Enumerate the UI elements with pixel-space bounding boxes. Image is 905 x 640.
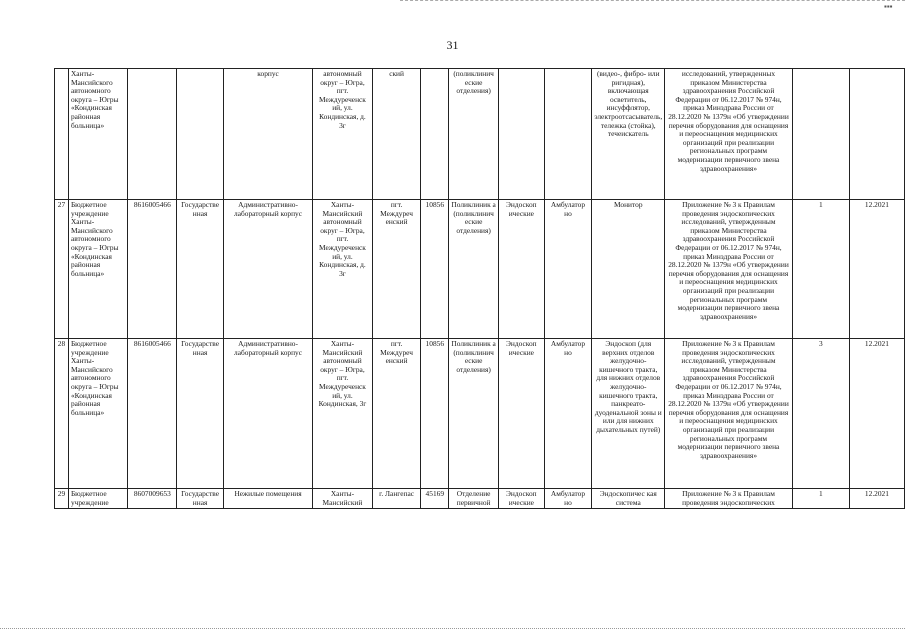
cell-date: 12.2021 [849,200,904,339]
equipment-table [54,68,905,509]
cell-address: автономный округ – Югра, пгт. Междуреченск ий, ул. Кондинская, д. 3г [313,69,373,200]
cell-settlement: ский [372,69,421,200]
cell-no: 27 [55,200,69,339]
cell-care: Амбулатор но [544,200,592,339]
cell-care: Амбулатор но [544,339,592,489]
cell-profile: Эндоскоп ические [499,339,545,489]
scan-edge-top [400,0,905,4]
table-row-27 [55,200,905,339]
cell-code: 10856 [421,339,449,489]
cell-equipment: Эндоскоп (для верхних отделов желудочно-кишечного тракта, для нижних отделов желудочно-кишечного тракта, панкреато-дуоденальной зоны и или для нижних дыхательных путей) [592,339,665,489]
cell-inn: 8616005466 [128,339,177,489]
cell-unit: (поликлинич еские отделения) [449,69,499,200]
cell-unit: Отделение первичной [449,489,499,509]
cell-building: Административно-лабораторный корпус [224,200,313,339]
cell-date [849,69,904,200]
table-row-29 [55,489,905,509]
cell-no: 28 [55,339,69,489]
cell-building: корпус [224,69,313,200]
cell-organization: Бюджетное учреждение Ханты-Мансийского автономного округа – Югры «Кондинская районная больница» [68,339,128,489]
page-number: 31 [446,38,459,52]
cell-date: 12.2021 [849,489,904,509]
cell-basis: Приложение № 3 к Правилам проведения эндоскопических [665,489,793,509]
cell-ownership: Государстве нная [177,339,224,489]
cell-equipment: Монитор [592,200,665,339]
cell-care [544,69,592,200]
cell-qty: 1 [792,489,849,509]
cell-organization: Ханты-Мансийского автономного округа – Югры «Кондинская районная больница» [68,69,128,200]
cell-ownership: Государстве нная [177,489,224,509]
cell-profile: Эндоскоп ические [499,489,545,509]
cell-organization: Бюджетное учреждение [68,489,128,509]
cell-settlement: г. Лангепас [372,489,421,509]
cell-address: Ханты-Мансийский автономный округ – Югра, пгт. Междуреченск ий, ул. Кондинская, д. 3г [313,200,373,339]
cell-code: 45169 [421,489,449,509]
cell-unit: Поликлиник а (поликлинич еские отделения) [449,339,499,489]
cell-address: Ханты-Мансийский [313,489,373,509]
cell-equipment: (видео-, фибро- или ригидная), включающая осветитель, инсуффлятор, электроотсасыватель, тележка (стойка), течеискатель [592,69,665,200]
cell-address: Ханты-Мансийский автономный округ – Югра, пгт. Междуреченск ий, ул. Кондинская, 3г [313,339,373,489]
cell-inn [128,69,177,200]
cell-no [55,69,69,200]
cell-care: Амбулатор но [544,489,592,509]
cell-qty: 1 [792,200,849,339]
cell-basis: исследований, утвержденных приказом Министерства здравоохранения Российской Федерации от 06.12.2017 № 974н, приказ Минздрава России от 28.12.2020 № 1379н «Об утверждении перечня оборудования для оснащения и переоснащения медицинских организаций при реализации региональных программ модернизации первичного звена здравоохранения» [665,69,793,200]
scan-edge-bottom [0,628,905,635]
cell-building: Нежилые помещения [224,489,313,509]
cell-organization: Бюджетное учреждение Ханты-Мансийского автономного округа – Югры «Кондинская районная больница» [68,200,128,339]
scan-corner-mark: ▪▪▪ [884,2,893,11]
table-row-continued [55,69,905,200]
cell-code [421,69,449,200]
cell-unit: Поликлиник а (поликлинич еские отделения) [449,200,499,339]
cell-building: Административно-лабораторный корпус [224,339,313,489]
cell-qty: 3 [792,339,849,489]
cell-profile: Эндоскоп ические [499,200,545,339]
cell-basis: Приложение № 3 к Правилам проведения эндоскопических исследований, утвержденным приказом Министерства здравоохранения Российской Федерации от 06.12.2017 № 974н, приказ Минздрава России от 28.12.2020 № 1379н «Об утверждении перечня оборудования для оснащения и переоснащения медицинских организаций при реализации региональных программ модернизации первичного звена здравоохранения» [665,339,793,489]
table-row-28 [55,339,905,489]
cell-settlement: пгт. Междуреч енский [372,339,421,489]
cell-basis: Приложение № 3 к Правилам проведения эндоскопических исследований, утвержденным приказом Министерства здравоохранения Российской Федерации от 06.12.2017 № 974н, приказ Минздрава России от 28.12.2020 № 1379н «Об утверждении перечня оборудования для оснащения и переоснащения медицинских организаций при реализации региональных программ модернизации первичного звена здравоохранения» [665,200,793,339]
cell-ownership [177,69,224,200]
cell-date: 12.2021 [849,339,904,489]
cell-profile [499,69,545,200]
cell-qty [792,69,849,200]
cell-code: 10856 [421,200,449,339]
cell-ownership: Государстве нная [177,200,224,339]
cell-inn: 8607009653 [128,489,177,509]
cell-no: 29 [55,489,69,509]
cell-inn: 8616005466 [128,200,177,339]
cell-settlement: пгт. Междуреч енский [372,200,421,339]
cell-equipment: Эндоскопичес кая система [592,489,665,509]
